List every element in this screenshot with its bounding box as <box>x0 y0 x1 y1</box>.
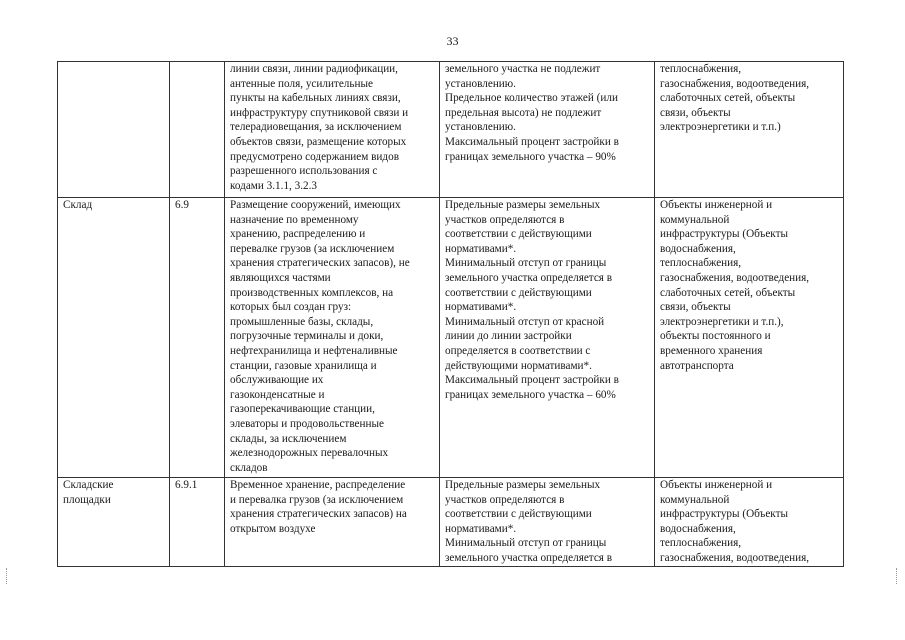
use-description-cell: линии связи, линии радиофикации, антенные поля, усилительные пункты на кабельных линиях связи, инфраструктуру спутниковой связи и телерадиовещания, за исключением объектов связи, размещение которых предусмотрено содержанием видов разрешенного использования с кодами 3.1.1, 3.2.3 <box>225 62 440 198</box>
use-code-cell <box>170 62 225 198</box>
page-number: 33 <box>446 34 459 48</box>
use-name-cell: Складские площадки <box>58 478 170 567</box>
use-code-cell: 6.9.1 <box>170 478 225 567</box>
permitted-objects-cell: теплоснабжения, газоснабжения, водоотведения, слаботочных сетей, объекты связи, объекты электроэнергетики и т.п.) <box>655 62 844 198</box>
use-name-cell: Склад <box>58 198 170 478</box>
parameters-cell: Предельные размеры земельных участков определяются в соответствии с действующими нормативами*. Минимальный отступ от границы земельного участка определяется в соответствии с действующими нормативами*. Минимальный отступ от красной линии до линии застройки определяется в соответствии с действующими нормативами*. Максимальный процент застройки в границах земельного участка – 60% <box>440 198 655 478</box>
table-row <box>58 198 844 478</box>
use-description-cell: Временное хранение, распределение и перевалка грузов (за исключением хранения стратегических запасов) на открытом воздухе <box>225 478 440 567</box>
zoning-table <box>57 61 844 567</box>
use-code-cell: 6.9 <box>170 198 225 478</box>
scan-edge-mark-right <box>896 568 899 584</box>
use-description-cell: Размещение сооружений, имеющих назначение по временному хранению, распределению и перевалке грузов (за исключением хранения стратегических запасов), не являющихся частями производственных комплексов, на которых был создан груз: промышленные базы, склады, погрузочные терминалы и доки, нефтехранилища и нефтеналивные станции, газовые хранилища и обслуживающие их газоконденсатные и газоперекачивающие станции, элеваторы и продовольственные склады, за исключением железнодорожных перевалочных складов <box>225 198 440 478</box>
parameters-cell: Предельные размеры земельных участков определяются в соответствии с действующими нормативами*. Минимальный отступ от границы земельного участка определяется в <box>440 478 655 567</box>
parameters-cell: земельного участка не подлежит установлению. Предельное количество этажей (или предельная высота) не подлежит установлению. Максимальный процент застройки в границах земельного участка – 90% <box>440 62 655 198</box>
use-name-cell <box>58 62 170 198</box>
scan-edge-mark-left <box>6 568 9 584</box>
table-row <box>58 62 844 198</box>
permitted-objects-cell: Объекты инженерной и коммунальной инфраструктуры (Объекты водоснабжения, теплоснабжения, газоснабжения, водоотведения, <box>655 478 844 567</box>
permitted-objects-cell: Объекты инженерной и коммунальной инфраструктуры (Объекты водоснабжения, теплоснабжения, газоснабжения, водоотведения, слаботочных сетей, объекты связи, объекты электроэнергетики и т.п.), объекты постоянного и временного хранения автотранспорта <box>655 198 844 478</box>
table-row <box>58 478 844 567</box>
